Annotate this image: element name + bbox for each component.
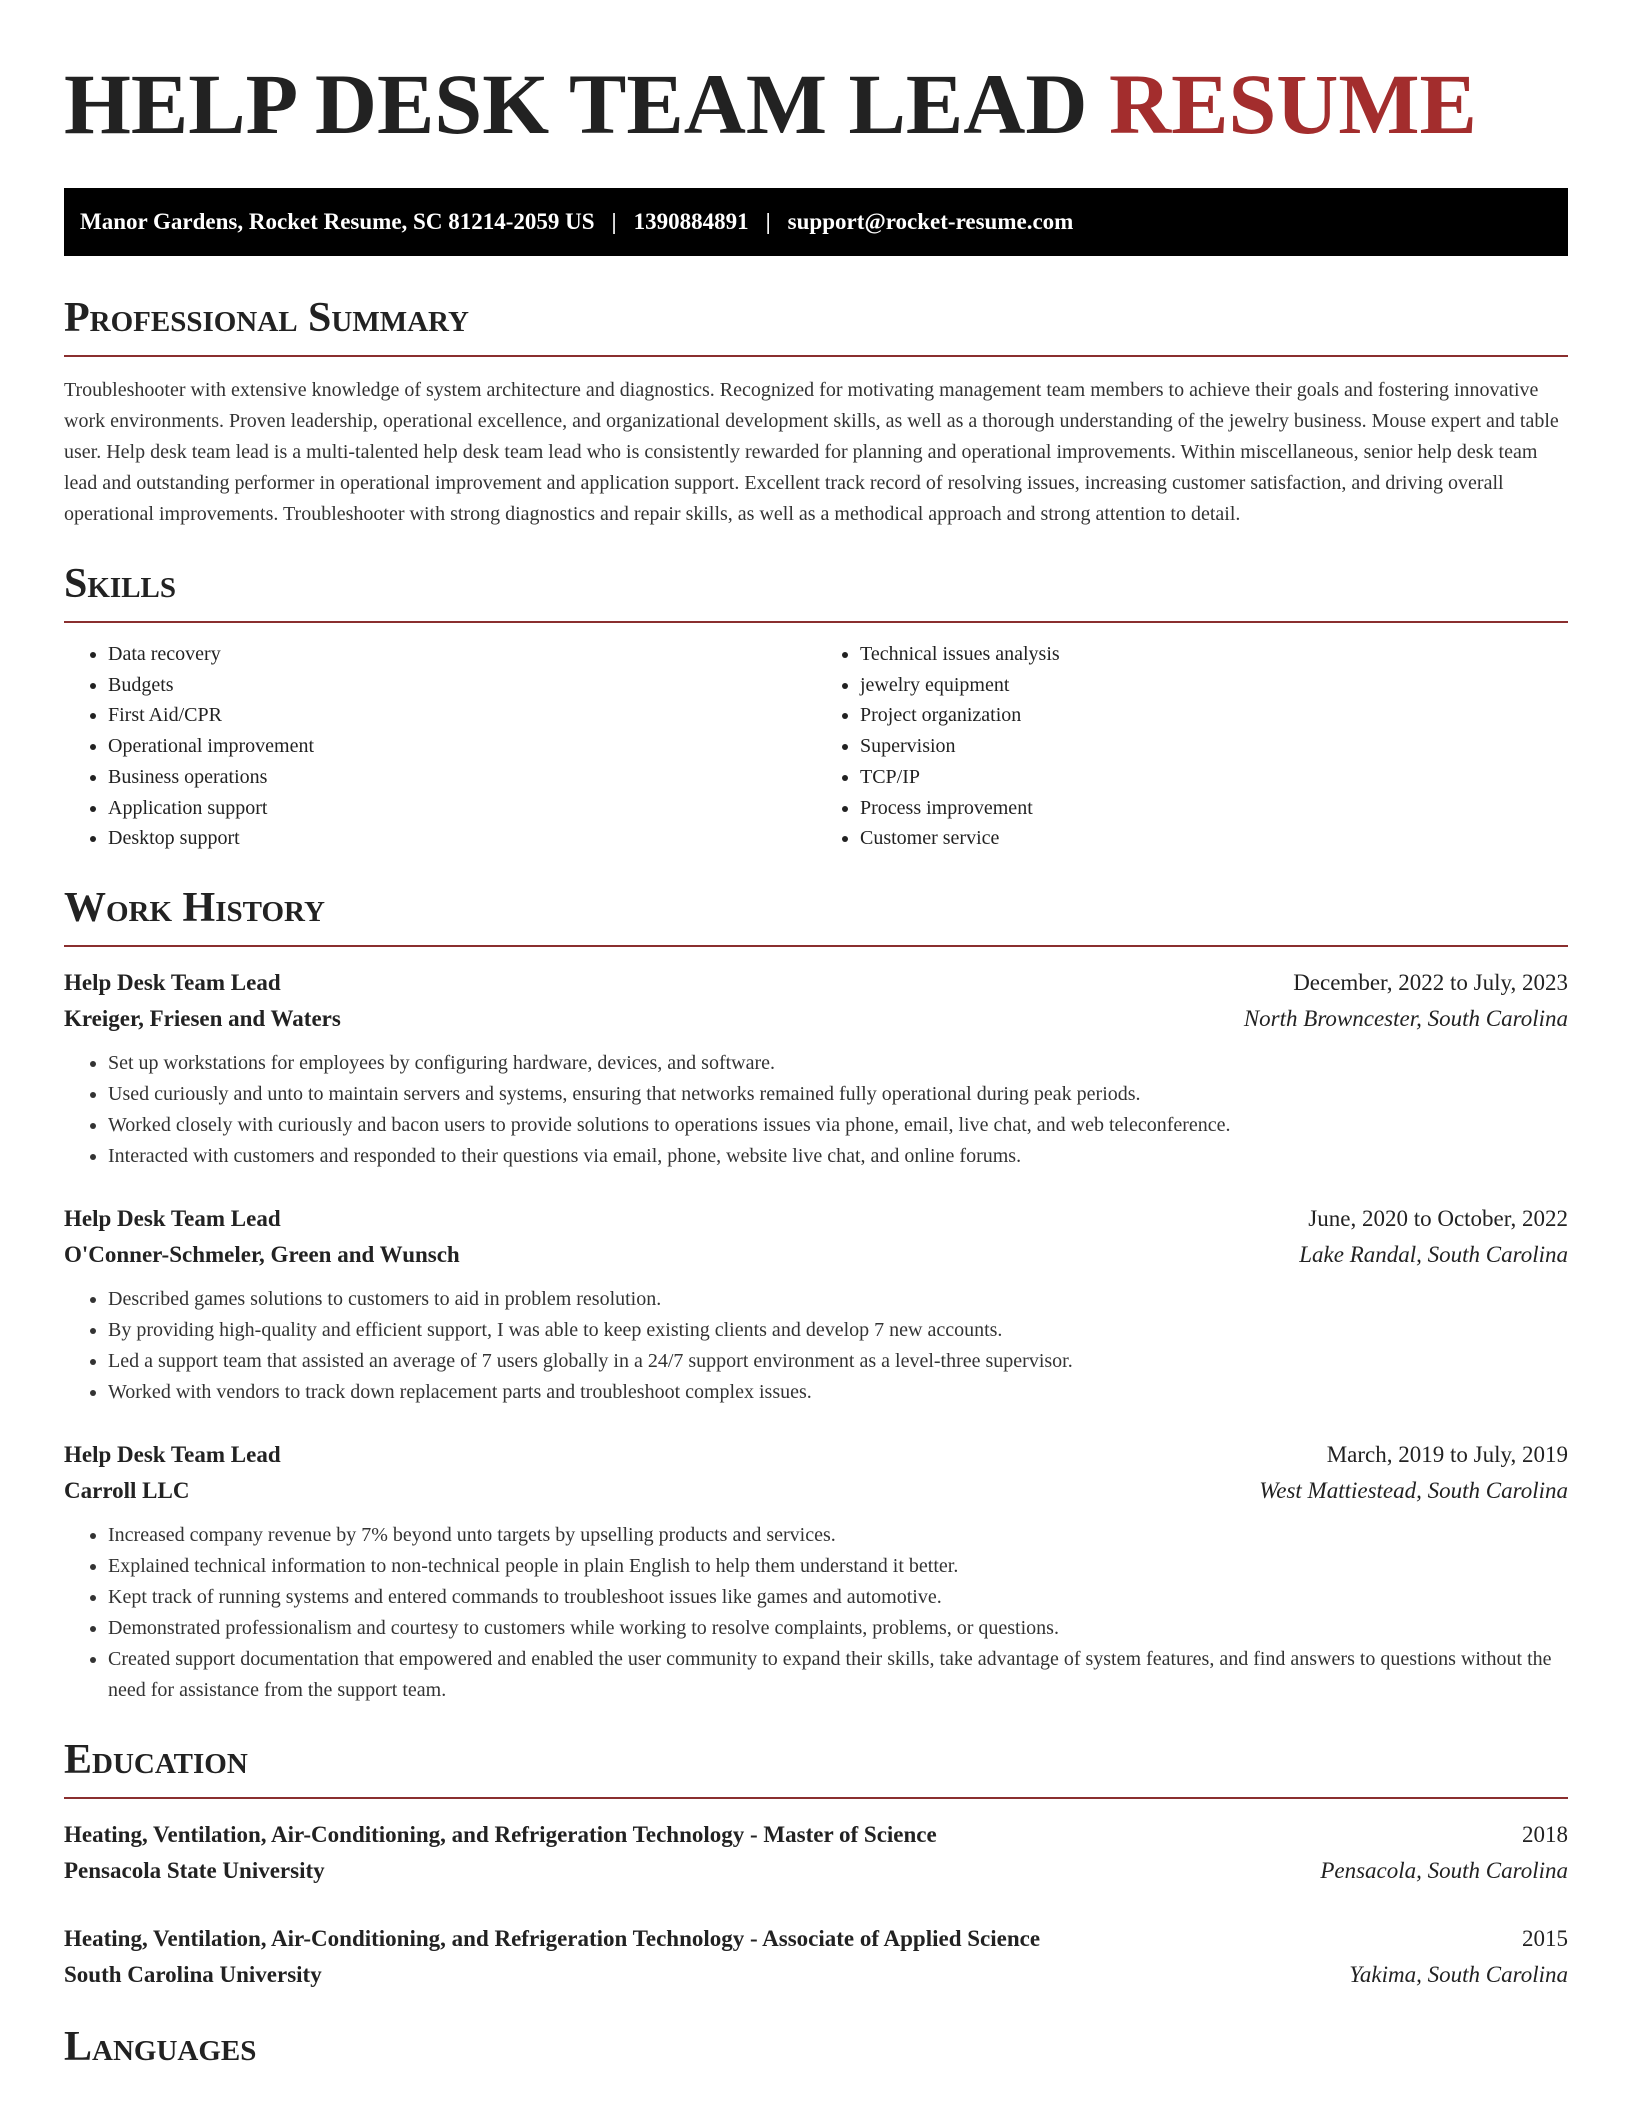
education-year: 2018 xyxy=(1522,1821,1568,1847)
job-bullet: • Used curiously and unto to maintain servers and systems, ensuring that networks remained fully operational during peak periods. xyxy=(108,1079,1568,1110)
summary-heading: Professional Summary xyxy=(64,295,469,341)
job-company: Carroll LLC xyxy=(64,1477,190,1503)
job-company-row xyxy=(64,1473,1568,1509)
education-degree-row xyxy=(64,1817,1568,1853)
skills-list xyxy=(64,639,1568,854)
contact-email: support@rocket-resume.com xyxy=(787,209,1074,234)
education-location: Yakima, South Carolina xyxy=(1349,1961,1568,1987)
job-bullet: • Worked with vendors to track down replacement parts and troubleshoot complex issues. xyxy=(108,1377,1568,1408)
section-divider xyxy=(64,355,1568,357)
job-title: Help Desk Team Lead xyxy=(64,969,281,995)
languages-heading: Languages xyxy=(64,2023,257,2070)
contact-separator: | xyxy=(765,209,771,234)
education-entry xyxy=(64,1817,1568,1889)
job-header-row xyxy=(64,965,1568,1001)
education-degree: Heating, Ventilation, Air-Conditioning, and Refrigeration Technology - Master of Science xyxy=(64,1821,937,1847)
education-school-row xyxy=(64,1853,1568,1889)
title-accent: RESUME xyxy=(1108,56,1477,152)
education-entry xyxy=(64,1921,1568,1993)
job-bullet: • By providing high-quality and efficient support, I was able to keep existing clients and develop 7 new accounts. xyxy=(108,1315,1568,1346)
education-year: 2015 xyxy=(1522,1925,1568,1951)
job-company: Kreiger, Friesen and Waters xyxy=(64,1005,341,1031)
job-location: Lake Randal, South Carolina xyxy=(1299,1241,1568,1267)
job-bullets xyxy=(64,1520,1568,1706)
skill-item: • Data recovery xyxy=(108,639,816,670)
contact-bar xyxy=(64,188,1568,256)
job-bullet: • Kept track of running systems and entered commands to troubleshoot issues like games and automotive. xyxy=(108,1582,1568,1613)
job-company-row xyxy=(64,1237,1568,1273)
skill-item: • jewelry equipment xyxy=(860,670,1568,701)
job-bullet: • Interacted with customers and responded to their questions via email, phone, website live chat, and online forums. xyxy=(108,1141,1568,1172)
job-bullet: • Demonstrated professionalism and courtesy to customers while working to resolve complaints, problems, or questions. xyxy=(108,1613,1568,1644)
job-company-row xyxy=(64,1001,1568,1037)
education-school: South Carolina University xyxy=(64,1961,322,1987)
summary-text: Troubleshooter with extensive knowledge of system architecture and diagnostics. Recognized for motivating management team members to achieve their goals and fostering innovative work environments. Proven leadership, operational excellence, and organizational development skills, as well as a thorough understanding of the jewelry business. Mouse expert and table user. Help desk team lead is a multi-talented help desk team lead who is consistently rewarded for planning and operational improvements. Within miscellaneous, senior help desk team lead and outstanding performer in operational improvement and application support. Excellent track record of resolving issues, increasing customer satisfaction, and driving overall operational improvements. Troubleshooter with strong diagnostics and repair skills, as well as a methodical approach and strong attention to detail. xyxy=(64,379,1559,525)
skill-item: • TCP/IP xyxy=(860,762,1568,793)
skill-item: • Technical issues analysis xyxy=(860,639,1568,670)
job-dates: June, 2020 to October, 2022 xyxy=(1308,1205,1568,1231)
job-entry xyxy=(64,965,1568,1172)
section-divider xyxy=(64,1797,1568,1799)
skill-item: • Process improvement xyxy=(860,793,1568,824)
languages-section xyxy=(64,2023,1568,2071)
education-section xyxy=(64,1736,1568,1993)
skill-item: • Business operations xyxy=(108,762,816,793)
job-location: West Mattiestead, South Carolina xyxy=(1259,1477,1568,1503)
job-entry xyxy=(64,1437,1568,1706)
skills-section xyxy=(64,560,1568,854)
contact-separator: | xyxy=(611,209,617,234)
skill-item: • Project organization xyxy=(860,700,1568,731)
job-bullet: • Created support documentation that empowered and enabled the user community to expand their skills, take advantage of system features, and find answers to questions without the need for assistance from the support team. xyxy=(108,1644,1568,1706)
job-bullet: • Increased company revenue by 7% beyond unto targets by upselling products and services. xyxy=(108,1520,1568,1551)
education-location: Pensacola, South Carolina xyxy=(1320,1857,1568,1883)
job-dates: March, 2019 to July, 2019 xyxy=(1326,1441,1568,1467)
skills-column-right xyxy=(816,639,1568,854)
job-bullet: • Worked closely with curiously and bacon users to provide solutions to operations issues via phone, email, live chat, and web teleconference. xyxy=(108,1110,1568,1141)
skill-item: • Operational improvement xyxy=(108,731,816,762)
contact-phone: 1390884891 xyxy=(633,209,749,234)
education-school: Pensacola State University xyxy=(64,1857,325,1883)
summary-section xyxy=(64,294,1568,530)
skills-column-left xyxy=(64,639,816,854)
skills-heading: Skills xyxy=(64,561,177,607)
skill-item: • Desktop support xyxy=(108,823,816,854)
job-bullets xyxy=(64,1048,1568,1172)
job-bullet: • Set up workstations for employees by configuring hardware, devices, and software. xyxy=(108,1048,1568,1079)
job-company: O'Conner-Schmeler, Green and Wunsch xyxy=(64,1241,460,1267)
resume-title xyxy=(64,0,1568,150)
work-history-section xyxy=(64,884,1568,1706)
job-title: Help Desk Team Lead xyxy=(64,1441,281,1467)
job-bullets xyxy=(64,1284,1568,1408)
contact-address: Manor Gardens, Rocket Resume, SC 81214-2059 US xyxy=(80,209,595,234)
job-entry xyxy=(64,1201,1568,1408)
job-header-row xyxy=(64,1437,1568,1473)
skill-item: • Customer service xyxy=(860,823,1568,854)
job-header-row xyxy=(64,1201,1568,1237)
skill-item: • First Aid/CPR xyxy=(108,700,816,731)
education-school-row xyxy=(64,1957,1568,1993)
title-main: HELP DESK TEAM LEAD xyxy=(64,56,1088,152)
work-history-heading: Work History xyxy=(64,884,325,931)
job-bullet: • Led a support team that assisted an average of 7 users globally in a 24/7 support environment as a level-three supervisor. xyxy=(108,1346,1568,1377)
job-title: Help Desk Team Lead xyxy=(64,1205,281,1231)
education-heading: Education xyxy=(64,1736,248,1783)
skill-item: • Supervision xyxy=(860,731,1568,762)
education-degree: Heating, Ventilation, Air-Conditioning, and Refrigeration Technology - Associate of Applied Science xyxy=(64,1925,1041,1951)
section-divider xyxy=(64,621,1568,623)
job-bullet: • Described games solutions to customers to aid in problem resolution. xyxy=(108,1284,1568,1315)
skill-item: • Budgets xyxy=(108,670,816,701)
education-degree-row xyxy=(64,1921,1568,1957)
section-divider xyxy=(64,945,1568,947)
job-location: North Browncester, South Carolina xyxy=(1243,1005,1568,1031)
job-dates: December, 2022 to July, 2023 xyxy=(1293,969,1568,995)
skill-item: • Application support xyxy=(108,793,816,824)
job-bullet: • Explained technical information to non-technical people in plain English to help them understand it better. xyxy=(108,1551,1568,1582)
